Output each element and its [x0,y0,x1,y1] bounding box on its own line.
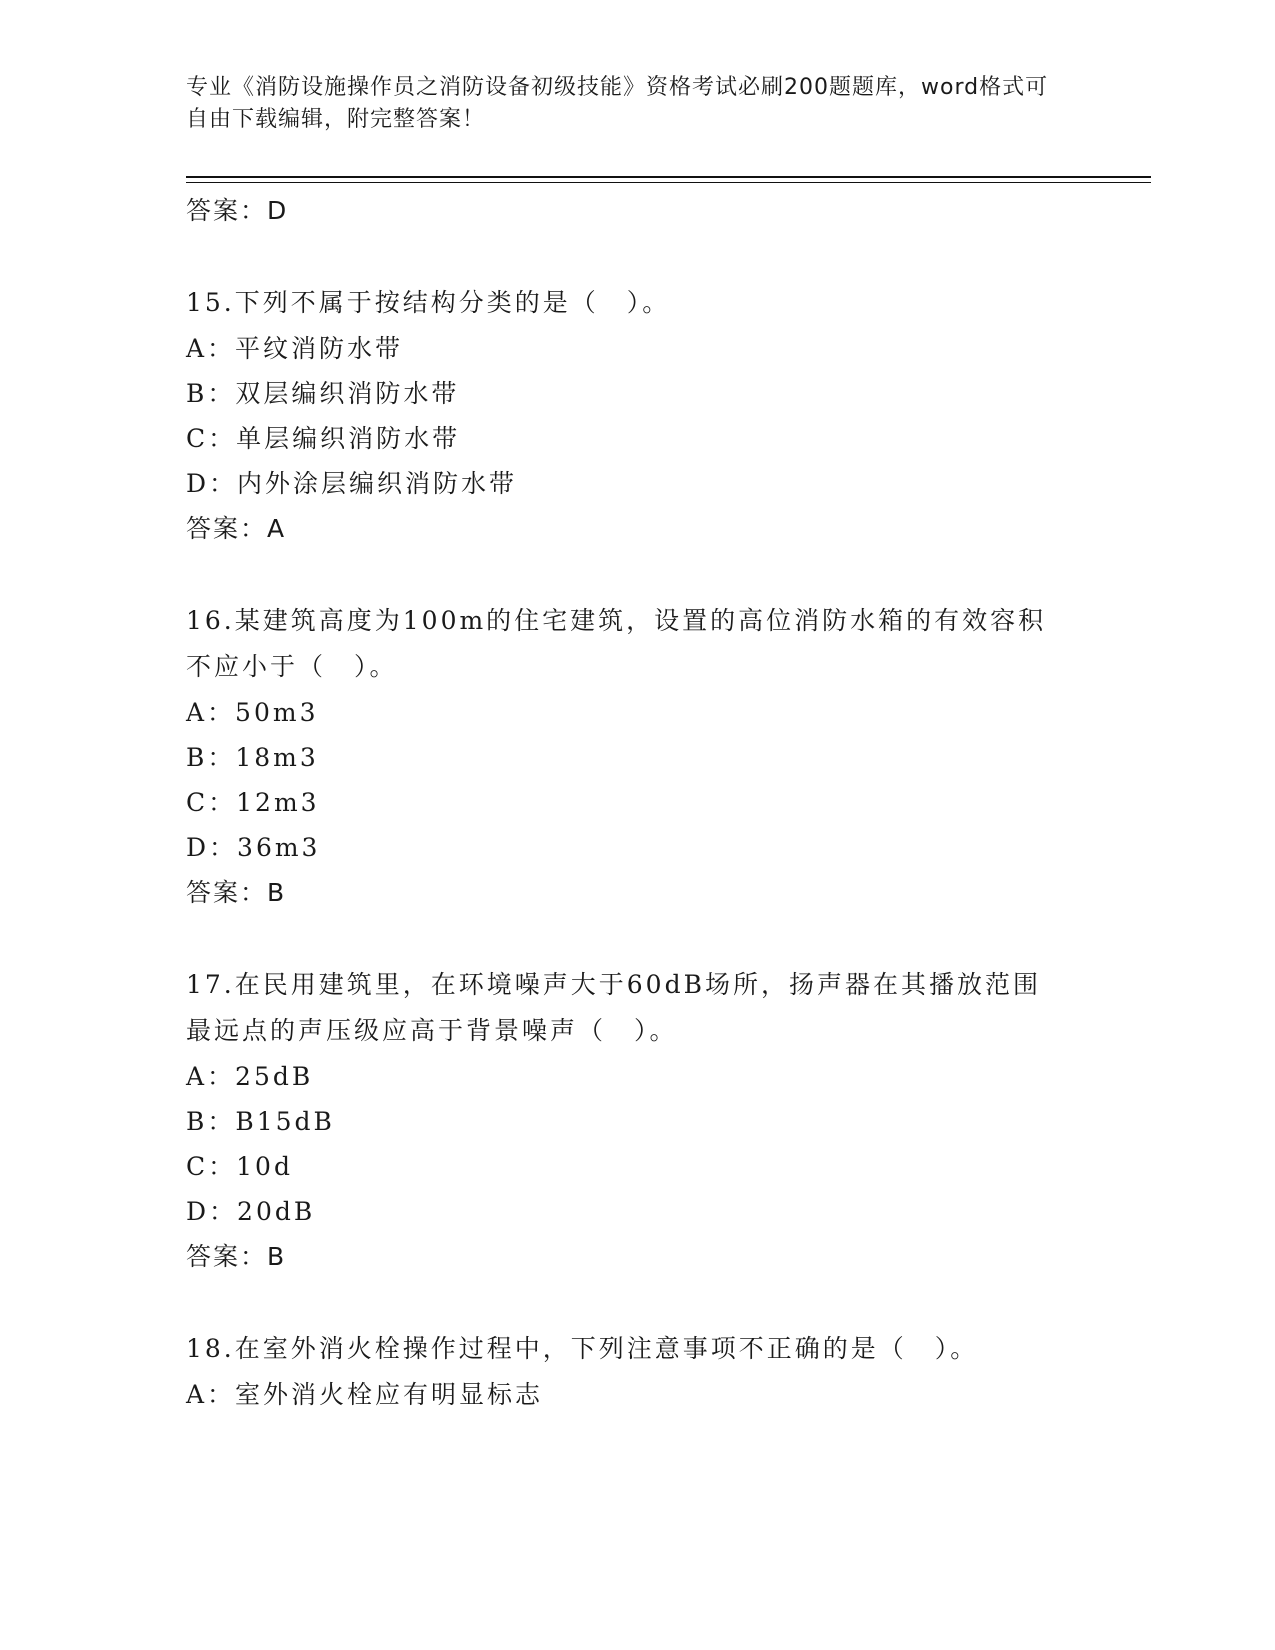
answer-14: 答案：D [186,196,289,225]
answer: 答案：B [186,878,287,907]
answer: 答案：A [186,514,287,543]
question-16 [186,598,1086,915]
option-c: C：10d [186,1152,293,1181]
option-a: A：平纹消防水带 [186,334,404,363]
option-a: A：室外消火栓应有明显标志 [186,1380,544,1409]
option-a: A：25dB [186,1062,314,1091]
header-rule-thin [186,182,1151,183]
question-15 [186,280,1086,551]
answer: 答案：B [186,1242,287,1271]
question-stem: 17.在民用建筑里，在环境噪声大于60dB场所，扬声器在其播放范围最远点的声压级应高于背景噪声（ ）。 [186,970,1041,1045]
option-d: D：20dB [186,1197,316,1226]
option-c: C：12m3 [186,788,320,817]
option-b: B：双层编织消防水带 [186,379,460,408]
option-a: A：50m3 [186,698,319,727]
option-d: D：内外涂层编织消防水带 [186,469,518,498]
question-17 [186,962,1086,1279]
question-stem: 16.某建筑高度为100m的住宅建筑，设置的高位消防水箱的有效容积不应小于（ ）。 [186,606,1047,681]
option-b: B：B15dB [186,1107,335,1136]
header-rule-thick [186,176,1151,178]
option-b: B：18m3 [186,743,319,772]
question-stem: 18.在室外消火栓操作过程中，下列注意事项不正确的是（ ）。 [186,1334,979,1363]
question-stem: 15.下列不属于按结构分类的是（ ）。 [186,288,671,317]
question-list [186,188,1086,1417]
option-c: C：单层编织消防水带 [186,424,461,453]
document-header: 专业《消防设施操作员之消防设备初级技能》资格考试必刷200题题库，word格式可自由下载编辑，附完整答案！ [186,75,1049,132]
option-d: D：36m3 [186,833,321,862]
question-18 [186,1326,1086,1417]
